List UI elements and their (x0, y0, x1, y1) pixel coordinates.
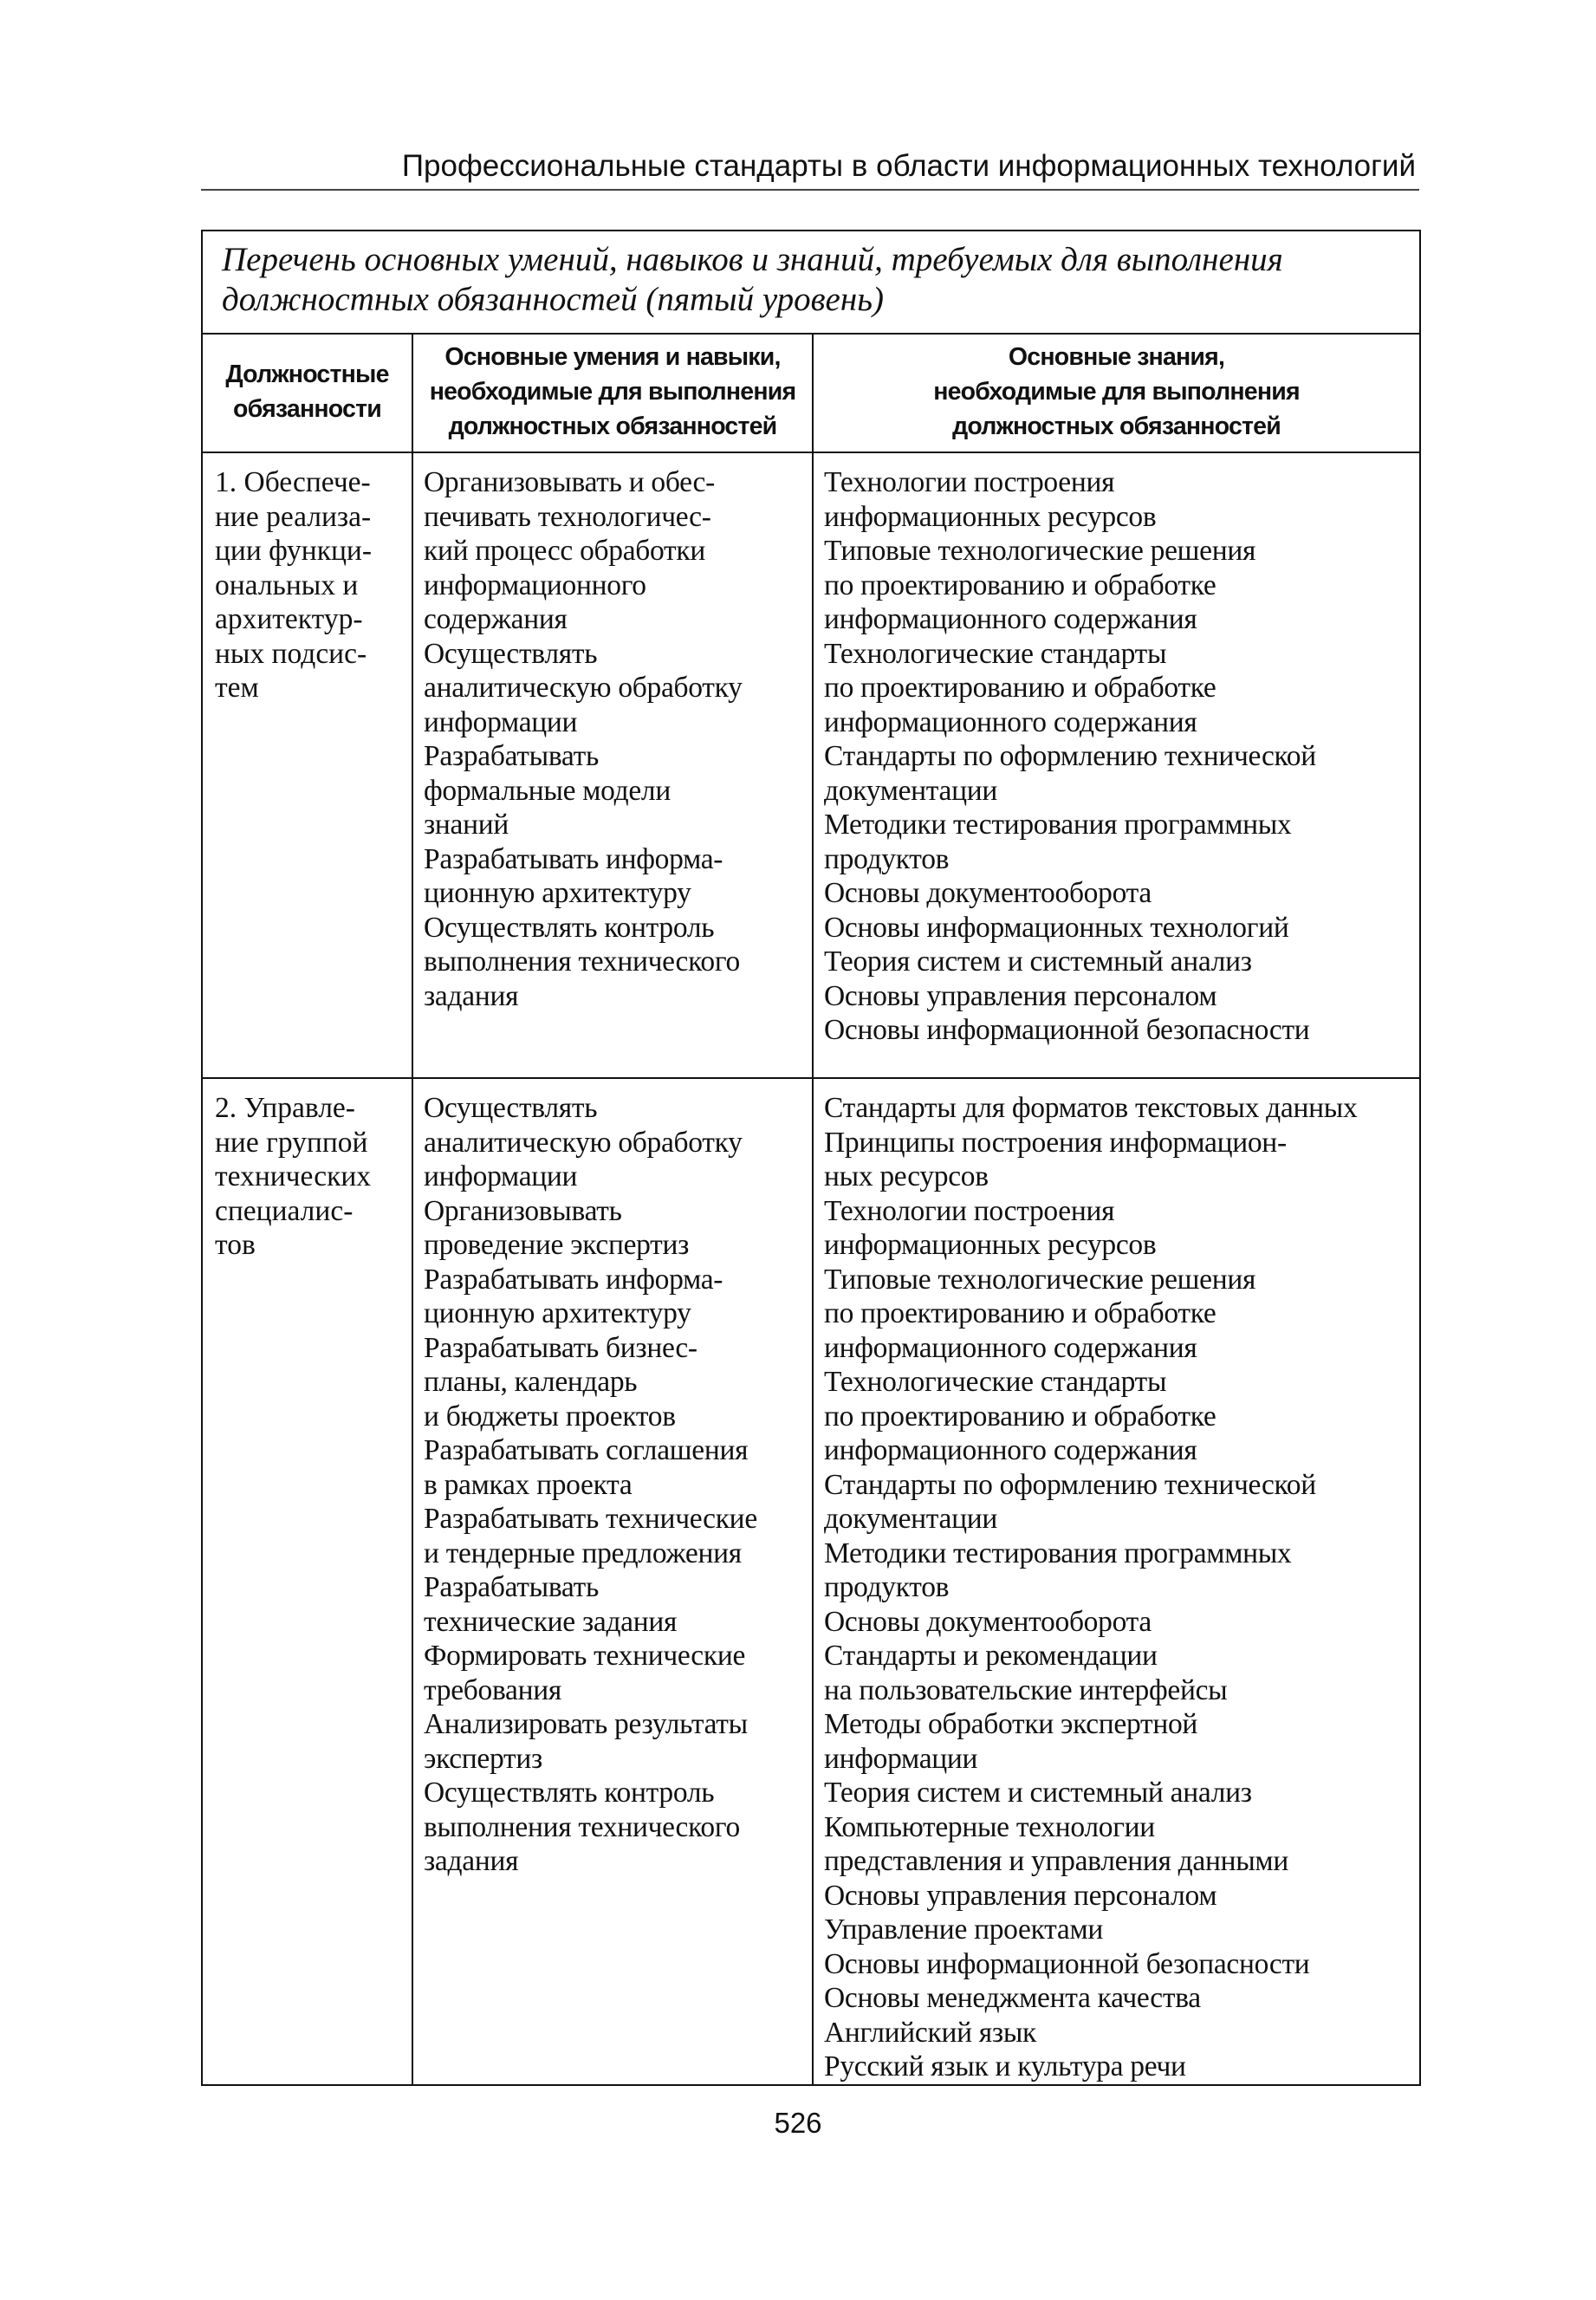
header-line: Должностные (225, 361, 389, 388)
knowledge-line: представления и управления данными (824, 1845, 1288, 1877)
skill-line: ционную архитектуру (424, 1297, 691, 1329)
knowledge-line: Основы информационных технологий (824, 911, 1289, 944)
duty-line: тов (215, 1229, 256, 1261)
skill-line: Осуществлять (424, 637, 598, 670)
skill-line: Разрабатывать (424, 1571, 599, 1603)
skill-line: Осуществлять контроль (424, 911, 715, 944)
knowledge-line: по проектированию и обработке (824, 569, 1216, 601)
skill-line: информации (424, 1160, 578, 1192)
knowledge-line: информационного содержания (824, 1331, 1197, 1364)
knowledge-line: документации (824, 774, 998, 807)
knowledge-line: Основы информационной безопасности (824, 1014, 1310, 1046)
duty-line: специалис- (215, 1194, 354, 1227)
skill-line: формальные модели (424, 774, 671, 807)
knowledge-line: информационного содержания (824, 1434, 1197, 1466)
duty-line: 1. Обеспече- (215, 466, 371, 498)
skill-line: печивать технологичес- (424, 500, 711, 533)
skill-line: в рамках проекта (424, 1468, 633, 1501)
skill-line: Организовывать (424, 1194, 622, 1227)
knowledge-cell (813, 1078, 1420, 2085)
duty-line: ние группой (215, 1126, 368, 1159)
skill-line: Разрабатывать информа- (424, 1263, 723, 1296)
skill-line: Формировать технические (424, 1640, 746, 1672)
knowledge-line: Основы документооборота (824, 877, 1152, 909)
table-row (202, 452, 1420, 1078)
competency-table (201, 230, 1421, 2086)
header-line: должностных обязанностей (952, 413, 1281, 440)
page-number: 526 (774, 2107, 822, 2139)
skill-line: Организовывать и обес- (424, 466, 715, 498)
knowledge-line: Основы менеджмента качества (824, 1982, 1201, 2014)
skill-line: Осуществлять (424, 1092, 598, 1124)
table-row (202, 1078, 1420, 2085)
knowledge-line: по проектированию и обработке (824, 1297, 1216, 1329)
skill-line: планы, календарь (424, 1366, 638, 1398)
duty-line: ных подсис- (215, 637, 367, 670)
skill-line: Разрабатывать соглашения (424, 1434, 749, 1466)
header-line: должностных обязанностей (448, 413, 777, 440)
knowledge-line: Типовые технологические решения (824, 1263, 1256, 1296)
knowledge-line: на пользовательские интерфейсы (824, 1673, 1228, 1706)
skill-line: проведение экспертиз (424, 1229, 690, 1261)
header-knowledge (813, 334, 1420, 452)
header-line: Основные умения и навыки, (444, 343, 781, 371)
knowledge-line: Методы обработки экспертной (824, 1708, 1198, 1740)
header-skills (412, 334, 813, 452)
knowledge-line: по проектированию и обработке (824, 672, 1216, 704)
knowledge-line: Методики тестирования программных (824, 809, 1292, 841)
knowledge-line: документации (824, 1503, 998, 1535)
header-duties (202, 334, 412, 452)
header-line: необходимые для выполнения (933, 378, 1300, 406)
knowledge-line: информации (824, 1742, 978, 1775)
skill-line: ционную архитектуру (424, 877, 691, 909)
header-line: Основные знания, (1008, 343, 1225, 371)
skill-line: информации (424, 705, 578, 738)
skill-line: Разрабатывать технические (424, 1503, 757, 1535)
skill-line: задания (424, 1845, 519, 1877)
table-caption (202, 231, 1420, 334)
duty-line: тем (215, 672, 259, 704)
duty-line: ональных и (215, 569, 359, 601)
duty-line: ции функци- (215, 535, 372, 567)
knowledge-line: информационного содержания (824, 603, 1197, 635)
duty-cell (202, 452, 412, 1078)
skill-line: Осуществлять контроль (424, 1777, 715, 1809)
skill-line: кий процесс обработки (424, 535, 705, 567)
caption-line: должностных обязанностей (пятый уровень) (222, 281, 884, 318)
knowledge-line: Основы управления персоналом (824, 1879, 1217, 1912)
knowledge-line: Теория систем и системный анализ (824, 945, 1252, 978)
knowledge-line: Технологии построения (824, 1194, 1115, 1227)
skill-line: задания (424, 979, 519, 1012)
caption-line: Перечень основных умений, навыков и знаний, требуемых для выполнения (222, 241, 1283, 278)
skill-line: информационного (424, 569, 646, 601)
knowledge-line: Теория систем и системный анализ (824, 1777, 1252, 1809)
knowledge-line: Методики тестирования программных (824, 1537, 1292, 1569)
header-rule (201, 189, 1419, 191)
knowledge-line: Компьютерные технологии (824, 1810, 1155, 1843)
duty-line: технических (215, 1160, 372, 1192)
duty-cell (202, 1078, 412, 2085)
skill-line: Разрабатывать информа- (424, 842, 723, 875)
knowledge-line: Стандарты по оформлению технической (824, 740, 1316, 772)
skill-line: выполнения технического (424, 1810, 740, 1843)
knowledge-line: Стандарты и рекомендации (824, 1640, 1158, 1672)
skill-line: содержания (424, 603, 568, 635)
knowledge-line: Управление проектами (824, 1913, 1103, 1946)
knowledge-line: Принципы построения информацион- (824, 1126, 1287, 1159)
skill-line: аналитическую обработку (424, 1126, 743, 1159)
knowledge-line: Русский язык и культура речи (824, 2050, 1186, 2082)
skills-cell (412, 452, 813, 1078)
header-line: обязанности (233, 395, 381, 423)
knowledge-line: Основы информационной безопасности (824, 1947, 1310, 1980)
knowledge-line: ных ресурсов (824, 1160, 989, 1192)
knowledge-line: Технологические стандарты (824, 637, 1167, 670)
skill-line: и бюджеты проектов (424, 1400, 676, 1433)
skill-line: Разрабатывать (424, 740, 599, 772)
duty-line: 2. Управле- (215, 1092, 355, 1124)
knowledge-line: Английский язык (824, 2016, 1037, 2049)
skill-line: аналитическую обработку (424, 672, 743, 704)
knowledge-line: Технологии построения (824, 466, 1115, 498)
skill-line: экспертиз (424, 1742, 542, 1775)
skill-line: и тендерные предложения (424, 1537, 742, 1569)
knowledge-cell (813, 452, 1420, 1078)
duty-line: ние реализа- (215, 500, 372, 533)
knowledge-line: Типовые технологические решения (824, 535, 1256, 567)
skill-line: технические задания (424, 1605, 678, 1638)
knowledge-line: Основы управления персоналом (824, 979, 1217, 1012)
knowledge-line: по проектированию и обработке (824, 1400, 1216, 1433)
header-line: необходимые для выполнения (429, 378, 796, 406)
duty-line: архитектур- (215, 603, 363, 635)
knowledge-line: продуктов (824, 842, 950, 875)
skill-line: Анализировать результаты (424, 1708, 748, 1740)
knowledge-line: информационных ресурсов (824, 1229, 1157, 1261)
skills-cell (412, 1078, 813, 2085)
skill-line: знаний (424, 809, 509, 841)
knowledge-line: Стандарты по оформлению технической (824, 1468, 1316, 1501)
running-header: Профессиональные стандарты в области информационных технологий (401, 149, 1416, 183)
skill-line: Разрабатывать бизнес- (424, 1331, 697, 1364)
knowledge-line: Технологические стандарты (824, 1366, 1167, 1398)
knowledge-line: Стандарты для форматов текстовых данных (824, 1092, 1358, 1124)
knowledge-line: продуктов (824, 1571, 950, 1603)
skill-line: требования (424, 1673, 561, 1706)
knowledge-line: информационных ресурсов (824, 500, 1157, 533)
skill-line: выполнения технического (424, 945, 740, 978)
knowledge-line: информационного содержания (824, 705, 1197, 738)
knowledge-line: Основы документооборота (824, 1605, 1152, 1638)
